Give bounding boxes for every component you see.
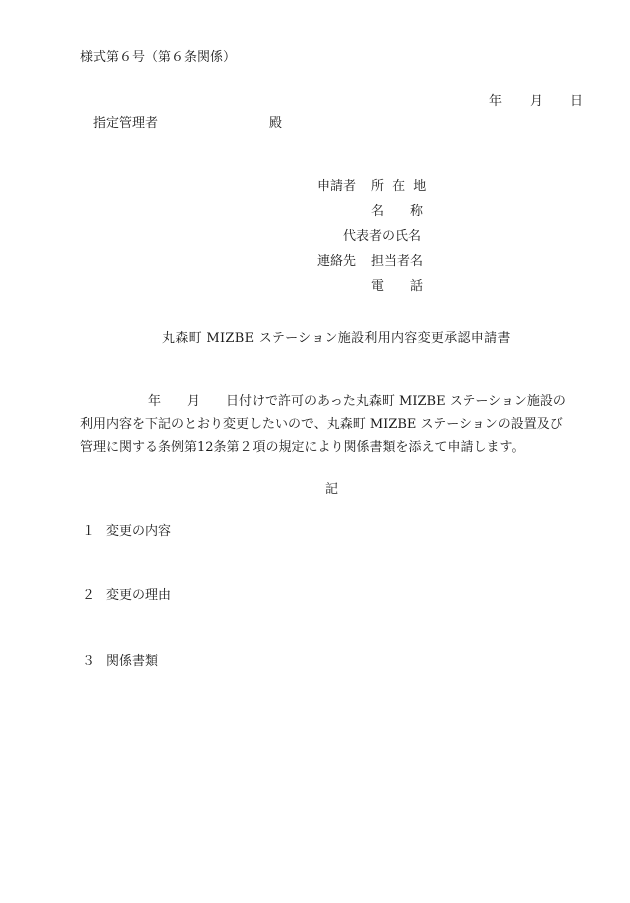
ki-heading: 記 bbox=[325, 482, 339, 497]
form-number: 様式第６号（第６条関係） bbox=[80, 50, 237, 65]
date-year-label: 年 bbox=[489, 94, 503, 109]
item-number: ３ bbox=[82, 654, 96, 669]
item-label: 関係書類 bbox=[106, 654, 159, 669]
document-title: 丸森町 MIZBE ステーション施設利用内容変更承認申請書 bbox=[162, 331, 511, 346]
list-item bbox=[82, 654, 158, 670]
date-month-label: 月 bbox=[530, 94, 544, 109]
body-paragraph-line-1 bbox=[80, 394, 580, 410]
item-label: 変更の内容 bbox=[106, 524, 172, 539]
body-year-label: 年 bbox=[148, 394, 162, 409]
phone-char-1: 電 bbox=[371, 279, 385, 294]
body-month-label: 月 bbox=[187, 394, 201, 409]
item-number: １ bbox=[82, 524, 96, 539]
name-char-1: 名 bbox=[371, 204, 385, 219]
list-item bbox=[82, 588, 171, 604]
list-item bbox=[82, 524, 171, 540]
applicant-address-label: 所 在 地 bbox=[371, 179, 429, 194]
item-number: ２ bbox=[82, 588, 96, 603]
body-paragraph-line-3: 管理に関する条例第12条第２項の規定により関係書類を添えて申請します。 bbox=[80, 440, 525, 455]
contact-label: 連絡先 bbox=[317, 254, 357, 269]
date-day-label: 日 bbox=[570, 94, 584, 109]
addressee-label: 指定管理者 bbox=[93, 116, 159, 131]
applicant-name-label bbox=[371, 204, 423, 225]
body-paragraph-line-2: 利用内容を下記のとおり変更したいので、丸森町 MIZBE ステーションの設置及び bbox=[80, 417, 563, 432]
contact-phone-label bbox=[371, 279, 423, 300]
body-line-1-text: 日付けで許可のあった丸森町 MIZBE ステーション施設の bbox=[226, 394, 566, 409]
item-label: 変更の理由 bbox=[106, 588, 172, 603]
phone-char-2: 話 bbox=[409, 279, 423, 294]
contact-person-label: 担当者名 bbox=[371, 254, 424, 269]
applicant-label: 申請者 bbox=[317, 179, 357, 194]
addressee-honorific: 殿 bbox=[269, 116, 283, 131]
name-char-2: 称 bbox=[409, 204, 423, 219]
representative-label: 代表者の氏名 bbox=[343, 229, 422, 244]
